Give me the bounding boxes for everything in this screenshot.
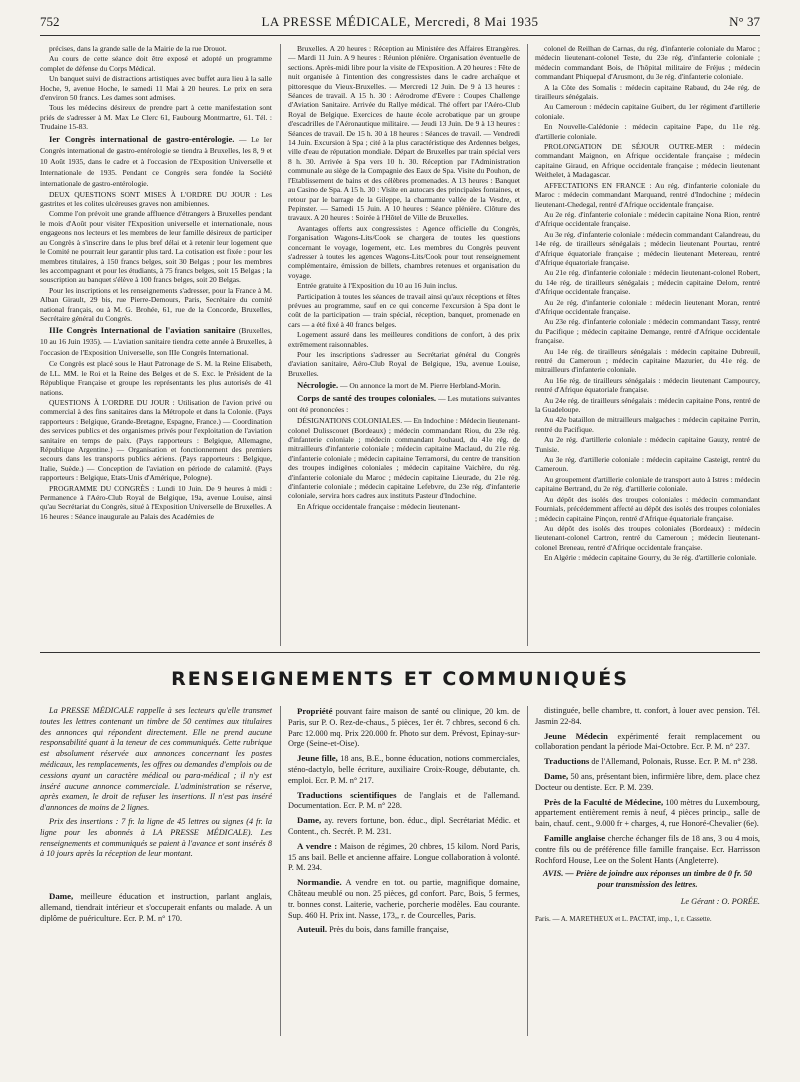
article-heading-text: (Bruxelles, 10 au 16 Juin 1935). — L'aviation sanitaire tiendra cette année à Bruxelles, à l'occasion de l'Exposition Universelle, son IIIe Congrès International. xyxy=(40,326,272,358)
article-paragraph: DEUX QUESTIONS SONT MISES À L'ORDRE DU JOUR : Les gastrites et les colites ulcéreuses graves non amibiennes. xyxy=(40,189,272,209)
article-paragraph: Participation à toutes les séances de travail ainsi qu'aux réceptions et fêtes prévues au programme, sauf en ce qui concerne l'excursion à Spa dont le coût de la participation — train spécial, réception, banquet, promenade en cars — a été fixé à 40 francs belges. xyxy=(288,291,520,329)
editorial-notice: Prix des insertions : 7 fr. la ligne de 45 lettres ou signes (4 fr. la ligne pour les abonnés à LA PRESSE MÉDICALE). Les renseignements et communiqués se paient à l'avance et sont insérés 8 à 10 jours après la réception de leur montant. xyxy=(40,816,272,859)
article-heading-paragraph xyxy=(288,393,520,415)
classified-ad xyxy=(535,771,760,794)
article-paragraph: A la Côte des Somalis : médecin capitaine Rabaud, du 24e rég. de tirailleurs sénégalais. xyxy=(535,82,760,102)
article-paragraph: AFFECTATIONS EN FRANCE : Au rég. d'infanterie coloniale du Maroc : médecin commandant Marquand, rentré d'Indochine ; médecin lieutenant-Chedegal, rentré d'Afrique occidentale française. xyxy=(535,180,760,209)
article-paragraph: PROGRAMME DU CONGRÈS : Lundi 10 Juin. De 9 heures à midi : Permanence à l'Aéro-Club Royal de Belgique, 19a, avenue Louise, ainsi qu'au Secrétariat du Congrès, situé à l'Exposition Universelle de Bruxelles. A 16 heures : Séance inaugurale au Palais des Académies de xyxy=(40,483,272,521)
header-rule xyxy=(40,35,760,36)
article-heading-text: — Le Ier Congrès international de gastro-entérologie se tiendra à Bruxelles, les 8, 9 et 10 Août 1935, dans le cadre et à l'occasion de l'Exposition Universelle et Internationale de 1935. Pendant ce Congrès sera fondée la Société internationale de gastro-entérologie. xyxy=(40,134,272,188)
article-paragraph: Au 3e rég. d'artillerie coloniale : médecin capitaine Casteigt, rentré du Cameroun. xyxy=(535,455,760,474)
ad-text: meilleure éducation et instruction, parlant anglais, allemand, tiendrait intérieur et s'occuperait enfants ou malade. A un diplôme de puériculture. Ecr. P. M. n° 170. xyxy=(40,892,272,923)
ad-text: Maison de régimes, 20 chbres, 15 kilom. Nord Paris, 15 ans bail. Belle et ancienne affaire. Longue collaboration à volonté. P. M. 234. xyxy=(288,841,520,873)
ad-text: 18 ans, B.E., bonne éducation, notions commerciales, sténo-dactylo, belle écriture, auxiliaire Croix-Rouge, débutante, ch. emploi. Ecr. P. M. n° 217. xyxy=(288,754,520,785)
article-paragraph: Au 42e bataillon de mitrailleurs malgaches : médecin capitaine Perrin, rentré du Pacifique. xyxy=(535,415,760,434)
ad-lead-word: Dame, xyxy=(297,815,322,826)
article-paragraph: Au 16e rég. de tirailleurs sénégalais : médecin lieutenant Campourcy, rentré d'Afrique équatoriale française. xyxy=(535,375,760,395)
ad-text: expérimenté ferait remplacement ou collaboration pendant la période Mai-Octobre. Ecr. P. M. n° 237. xyxy=(535,731,760,752)
article-column-3 xyxy=(535,44,760,646)
article-heading: Nécrologie. xyxy=(297,380,339,391)
article-heading-paragraph xyxy=(288,380,520,391)
article-paragraph: En Algérie : médecin capitaine Gourry, du 3e rég. d'artillerie coloniale. xyxy=(544,553,757,563)
ad-lead-word: Traductions scientifiques xyxy=(297,789,397,800)
classified-ad xyxy=(535,797,760,830)
article-paragraph: En Nouvelle-Calédonie : médecin capitaine Pape, du 11e rég. d'artillerie coloniale. xyxy=(535,122,760,141)
ad-text: cherche échanger fils de 18 ans, 3 ou 4 mois, contre fils ou de préférence fille famille française. Ecr. Harrisson Rochford House, Lee on the Solent Hants (Angleterre). xyxy=(535,833,760,865)
article-paragraph: Logement assuré dans les meilleures conditions de confort, à des prix extrêmement raisonnables. xyxy=(288,330,520,349)
spacer xyxy=(40,863,272,891)
ad-text: de l'anglais et de l'allemand. Documentation. Ecr. P. M. n° 228. xyxy=(288,790,520,811)
gerant-line: Le Gérant : O. PORÉE. xyxy=(680,896,760,906)
article-paragraph: Au 3e rég. d'infanterie coloniale : médecin commandant Calandreau, du 14e rég. de tirailleurs sénégalais ; médecin lieutenant Pourtau, rentré d'Afrique équatoriale française ; médecin lieutenant Metereau, rentré d'Afrique équatoriale française. xyxy=(535,229,760,267)
article-paragraph: Au 2e rég. d'infanterie coloniale : médecin lieutenant Moran, rentré d'Afrique occidentale française. xyxy=(535,297,760,316)
ad-text: Près du bois, dans famille française, xyxy=(327,925,449,935)
article-paragraph: Au 24e rég. de tirailleurs sénégalais : médecin capitaine Pons, rentré de la Guadeloupe. xyxy=(535,395,760,415)
announcements-column-1 xyxy=(40,706,272,1036)
article-heading-paragraph xyxy=(40,134,272,189)
article-heading: IIIe Congrès International de l'aviation sanitaire xyxy=(49,325,236,336)
article-heading: Ier Congrès international de gastro-entérologie. xyxy=(49,133,235,144)
classified-ad xyxy=(288,924,520,936)
ad-text: ay. revers fortune, bon. éduc., dipl. Secrétariat Médic. et Content., ch. Secrét. P. M. 231. xyxy=(288,816,520,836)
ad-lead-word: Jeune Médecin xyxy=(544,730,608,741)
article-heading-text: — On annonce la mort de M. Pierre Herbland-Morin. xyxy=(338,381,501,391)
editorial-notice: La PRESSE MÉDICALE rappelle à ses lecteurs qu'elle transmet toutes les lettres contenant un timbre de 50 centimes aux titulaires des annonces qui répondent directement. Elle ne prend aucune responsabilité quant à la teneur de ces communiqués. Cette rubrique est absolument réservée aux annonces concernant les postes médicaux, les remplacements, les offres ou demandes d'emplois ou de cessions ayant un caractère médical ou para-médical ; il n'y est inséré aucune annonce commerciale. L'administration se réserve, après examen, le droit de refuser les insertions. Il n'est pas inséré d'annonces de moins de 2 lignes. xyxy=(40,706,272,813)
announcements-column-3 xyxy=(535,706,760,1036)
article-paragraph: Avantages offerts aux congressistes : Agence officielle du Congrès, l'organisation Wagons-Lits/Cook se chargera de toutes les questions concernant le voyage, logement, etc. Les membres du Congrès peuvent s'adresser à toutes les agences Wagons-Lits/Cook pour tout renseignement complémentaire, émission de billets, chambres retenues et organisation du voyage. xyxy=(288,223,520,280)
ad-lead-word: Traductions xyxy=(544,756,590,767)
article-paragraph: Bruxelles. A 20 heures : Réception au Ministère des Affaires Etrangères. — Mardi 11 Juin. A 9 heures : Réunion plénière. Organisation éventuelle de sections. Après-midi libre pour la visite de l'Exposition. A 20 heures : Fête de nuit organisée à l'intention des congressistes dans le cadre archaïque et pittoresque du Vieux-Bruxelles. — Mercredi 12 Juin. De 9 à 13 heures : Séances de travail. A 15 h. 30 : Aérodrome d'Evere : Coupes Challenge d'Aviation Sanitaire. Arrivée du Rallye médical. Thé offert par l'Aéro-Club Royal de Belgique. Exercices de haute école acrobatique par un groupe d'escadrilles de l'Aéronautique militaire. — Jeudi 13 Juin. De 9 à 13 heures : Séances de travail. De 15 h. 30 à 18 heures : Séances de travail. — Vendredi 14 Juin. Excursion à Spa ; cité à la plus caractéristique des Ardennes belges, ville d'eau de réputation mondiale. Départ de Bruxelles par train spécial vers 8 h. 30. Arrivée à Spa vers 10 h. 30. Réception par l'Administration communale au siège de la Compagnie des Eaux de Spa. Visite du Pouhon, de l'Etablissement de bains et des célèbres promenades. A 13 heures : Banquet au Casino de Spa. A 15 h. 30 : Visite en autocars des principales fontaines, et retour par le barrage de la Gileppe, la charmante vallée de la Vesdre, et Pepinster. — Samedi 15 Juin. A 10 heures : Séance plénière. Clôture des travaux. A 20 heures : Soirée à l'Hôtel de Ville de Bruxelles. xyxy=(288,44,520,223)
article-paragraph: Un banquet suivi de distractions artistiques avec buffet aura lieu à la salle Hoche, 9, avenue Hoche, le samedi 11 Mai à 20 heures. Le prix en sera d'environ 50 francs. Les dames sont admises. xyxy=(40,74,272,103)
ad-lead-word: Famille anglaise xyxy=(544,832,606,843)
running-header xyxy=(40,14,760,32)
article-paragraph: En Afrique occidentale française : médecin lieutenant- xyxy=(297,501,461,511)
classified-ad xyxy=(288,790,520,813)
column-divider xyxy=(280,44,281,646)
article-heading: Corps de santé des troupes coloniales. xyxy=(297,393,437,404)
ad-lead-word: Propriété xyxy=(297,706,333,716)
column-divider xyxy=(527,706,528,1036)
classified-ad xyxy=(288,841,520,874)
ad-lead-word: Près de la Faculté de Médecine, xyxy=(544,796,664,807)
classified-ad xyxy=(40,891,272,924)
article-paragraph: Comme l'on prévoit une grande affluence d'étrangers à Bruxelles pendant le mois d'Août pour visiter l'Exposition universelle et internationale, nous engageons nos lecteurs et les membres de leur famille désireux de participer au Congrès à s'inscrire dans le plus bref délai et à retenir leur logement que le Comité ne pourrait leur garantir plus tard. La cotisation est fixée : pour les membres titulaires, à 150 francs belges, soit 30 Belgas ; pour les membres les accompagnant et pour les étudiants, à 75 francs belges, soit 15 Belgas ; la souscription au banquet s'élève à 100 francs belges, soit 20 Belgas. xyxy=(40,209,272,285)
article-paragraph: Au 2e rég. d'artillerie coloniale : médecin capitaine Gauzy, rentré de Tunisie. xyxy=(535,435,760,454)
ad-lead-word: Auteuil. xyxy=(297,924,328,935)
avis-notice: AVIS. — Prière de joindre aux réponses un timbre de 0 fr. 50 pour transmission des lettres. xyxy=(542,869,753,890)
ad-lead-word: Dame, xyxy=(544,770,569,781)
article-paragraph: Au dépôt des isolés des troupes coloniales (Bordeaux) : médecin lieutenant-colonel Cartron, rentré du Cameroun ; médecin lieutenant-colonel Breneau, rentré d'Afrique occidentale française. xyxy=(535,523,760,552)
article-paragraph: Pour les inscriptions s'adresser au Secrétariat général du Congrès d'aviation sanitaire, Aéro-Club Royal de Belgique, 19a, avenue Louise, Bruxelles. xyxy=(288,350,520,378)
article-paragraph: Au cours de cette séance doit être exposé et adopté un programme complet de défense du Corps Médical. xyxy=(40,54,272,73)
ad-text: de l'Allemand, Polonais, Russe. Ecr. P. M. n° 238. xyxy=(589,757,758,767)
ad-lead-word: Normandie. xyxy=(297,877,342,888)
article-paragraph: Entrée gratuite à l'Exposition du 10 au 16 Juin inclus. xyxy=(297,281,458,291)
article-column-1 xyxy=(40,44,272,646)
page-number: 752 xyxy=(40,14,60,29)
classified-ad xyxy=(288,753,520,786)
ad-lead-word: Dame, xyxy=(49,891,74,902)
article-paragraph: Au groupement d'artillerie coloniale de transport auto à Istres : médecin capitaine Bertrand, du 2e rég. d'artillerie coloniale. xyxy=(535,474,760,494)
journal-title: LA PRESSE MÉDICALE, Mercredi, 8 Mai 1935 xyxy=(261,14,539,29)
ad-text: 100 mètres du Luxembourg, appartement entièrement remis à neuf, 4 pièces princip., salle de bain, chauf. cent., 9.000 fr + charges, 4, rue Honoré-Chevalier (6e). xyxy=(535,797,760,829)
article-paragraph: PROLONGATION DE SÉJOUR OUTRE-MER : médecin commandant Maignon, en Afrique occidentale française ; médecin capitaine Giraud, en Afrique occidentale française ; médecin lieutenant Weithelet, à Madagascar. xyxy=(535,142,760,180)
section-title: RENSEIGNEMENTS ET COMMUNIQUÉS xyxy=(171,668,629,690)
classified-ad xyxy=(535,756,760,768)
article-paragraph: Au 14e rég. de tirailleurs sénégalais : médecin capitaine Dubreuil, rentré du Cameroun ; médecin capitaine Mazurier, du 41e rég. de mitrailleurs d'infanterie coloniale. xyxy=(535,346,760,375)
article-paragraph: Au 2e rég. d'infanterie coloniale : médecin capitaine Nona Rion, rentré d'Afrique occidentale française. xyxy=(535,209,760,229)
column-divider xyxy=(527,44,528,646)
classified-ad xyxy=(288,877,520,921)
article-paragraph: Tous les médecins désireux de prendre part à cette manifestation sont priés de s'adresser à M. Max Le Clerc 61, Faubourg Montmartre, 61. Tél. : Trudaine 15-83. xyxy=(40,103,272,132)
article-paragraph: DÉSIGNATIONS COLONIALES. — En Indochine : Médecin lieutenant-colonel Dulisscouet (Bordeaux) ; médecin commandant Riou, du 23e rég. d'infanterie coloniale ; médecin commandant Jouhaud, du 41e rég. de mitrailleurs d'infanterie coloniale ; médecin capitaine Maclaud, du 21e rég. d'infanterie coloniale ; médecin capitaine Terramorsi, du centre de transition des troupes indigènes coloniales ; médecin capitaine Vaichère, du rég. d'infanterie coloniale du Maroc ; médecin capitaine Lieurade, du 21e rég. d'infanterie coloniale ; médecin capitaine Lefebvre, du 23e rég. d'infanterie coloniale, servira hors cadres aux instituts Pasteur d'Indochine. xyxy=(288,416,520,501)
ad-text: 50 ans, présentant bien, infirmière libre, dem. place chez Docteur ou dentiste. Ecr. P. M. 239. xyxy=(535,771,760,792)
article-paragraph: Au dépôt des isolés des troupes coloniales : médecin commandant Fournials, précédemment affecté au dépôt des isolés des troupes coloniales ; médecin capitaine Pinçon, rentré d'Afrique équatoriale française. xyxy=(535,494,760,523)
classified-ad xyxy=(535,731,760,754)
ad-text: A vendre en tot. ou partie, magnifique domaine, Château meublé ou non. 25 pièces, gd confort. Parc, Bois, 5 fermes, tr. bonnes const. Laiterie, vacherie, porcherie modèles. Eau courante. Sup. 460 H. Prix int. Nasse, 173,, r. de Courcelles, Paris. xyxy=(288,878,520,920)
announcements-column-2 xyxy=(288,706,520,1036)
article-paragraph: Au 23e rég. d'infanterie coloniale : médecin commandant Tassy, rentré du Pacifique ; médecin capitaine Demange, rentré d'Afrique occidentale française. xyxy=(535,317,760,346)
article-paragraph: Pour les inscriptions et les renseignements s'adresser, pour la France à M. Alban Girault, 29 bis, rue Pierre-Demours, Paris, Secrétaire du comité national français, ou à M. G. Brohée, 61, rue de la Concorde, Bruxelles, Secrétaire général du Congrès. xyxy=(40,285,272,323)
ad-lead-word: Jeune fille, xyxy=(297,753,338,764)
section-rule xyxy=(40,652,760,653)
article-heading-paragraph xyxy=(40,325,272,358)
article-paragraph: Au 21e rég. d'infanterie coloniale : médecin lieutenant-colonel Robert, du 14e rég. de tirailleurs sénégalais ; médecin capitaine Delom, rentré d'Afrique occidentale française. xyxy=(535,268,760,297)
ad-continuation: distinguée, belle chambre, tt. confort, à louer avec pension. Tél. Jasmin 22-84. xyxy=(535,706,760,726)
article-paragraph: Ce Congrès est placé sous le Haut Patronage de S. M. la Reine Elisabeth, de LL. MM. le Roi et la Reine des Belges et de S. Exc. le Président de la République Française et groupe les représentants les plus autorisés de 41 nations. xyxy=(40,359,272,397)
article-paragraph: Au Cameroun : médecin capitaine Guibert, du 1er régiment d'artillerie coloniale. xyxy=(535,102,760,121)
classified-ad xyxy=(288,815,520,838)
article-paragraph: QUESTIONS À L'ORDRE DU JOUR : Utilisation de l'avion privé ou commercial à des fins sanitaires dans la Métropole et dans la Colonie. (Pays rapporteurs : Belgique, Grande-Bretagne, Espagne, France.) — Coordination des services publics et des organismes privés pour l'exploitation de l'aviation sanitaire en temps de paix. (Pays rapporteurs : Belgique, Allemagne, République Argentine.) — Organisation et fonctionnement des premiers secours dans les transports publics aériens. (Pays rapporteurs : Belgique, Italie, Suède.) — Conception de l'aviation en période de calamité. (Pays rapporteurs : Belgique, Etats-Unis d'Amérique, Pologne). xyxy=(40,397,272,483)
classified-ad xyxy=(535,833,760,866)
issue-number: N° 37 xyxy=(729,14,760,29)
article-paragraph: colonel de Reilhan de Carnas, du rég. d'infanterie coloniale du Maroc ; médecin lieutenant-colonel Teste, du 23e rég. d'infanterie coloniale ; médecin commandant Bois, de l'hôpital militaire de Fréjus ; médecin commandant Phiquepal d'Arusmont, du 3e rég. d'infanterie coloniale. xyxy=(535,44,760,82)
article-heading-text: — Les mutations suivantes ont été prononcées : xyxy=(288,394,520,415)
classified-ad xyxy=(288,706,520,750)
article-column-2 xyxy=(288,44,520,646)
ad-text: pouvant faire maison de santé ou clinique, 20 km. de Paris, sur P. O. Rez-de-chaus., 5 pièces, 1er ét. 7 chbres, second 6 ch. Parc 12.000 mq. Prix 220.000 fr. Photo sur dem. Prévost, Epinay-sur-Orge (Seine-et-Oise). xyxy=(288,707,520,749)
article-paragraph: précises, dans la grande salle de la Mairie de la rue Drouot. xyxy=(49,44,227,53)
ad-lead-word: A vendre : xyxy=(297,840,338,851)
printer-imprint: Paris. — A. MARETHEUX et L. PACTAT, imp., 1, r. Cassette. xyxy=(535,914,712,923)
column-divider xyxy=(280,706,281,1036)
